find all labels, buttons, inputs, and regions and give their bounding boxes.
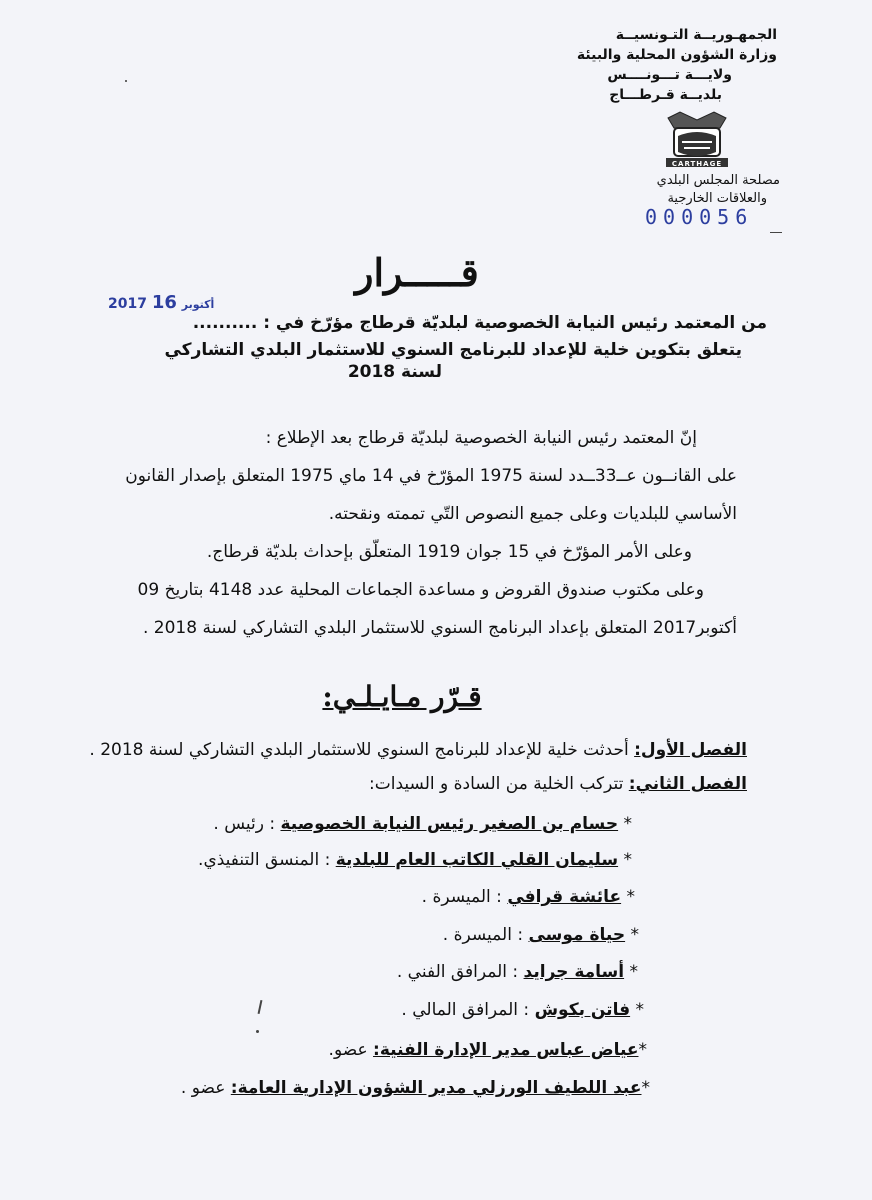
article-2 bbox=[27, 774, 747, 794]
member-role: : المرافق الفني . bbox=[396, 962, 524, 982]
header-republic: الجمهـوريــة التـونسيــة bbox=[615, 27, 777, 43]
preamble-law-line-2: الأساسي للبلديات وعلى جميع النصوص التّي تممته ونقحته. bbox=[328, 504, 737, 524]
stamp-month: أكتوبر bbox=[181, 298, 215, 311]
member-name: عياض عباس مدير الإدارة الفنية: bbox=[373, 1040, 639, 1060]
member-item: * حياة موسى : الميسرة . bbox=[442, 925, 639, 945]
header-ministry: وزارة الشؤون المحلية والبيئة bbox=[576, 47, 777, 63]
municipality-emblem bbox=[660, 108, 734, 178]
decides-title: قـرّر مـايـلـي: bbox=[322, 680, 482, 713]
emblem-caption: CARTHAGE bbox=[671, 160, 723, 168]
member-role: : الميسرة . bbox=[442, 925, 529, 945]
preamble-law-line-1: على القانــون عــ33ــدد لسنة 1975 المؤرّخ في 14 ماي 1975 المتعلق بإصدار القانون bbox=[125, 466, 737, 486]
scan-mark bbox=[256, 1030, 259, 1033]
preamble-letter-line-1: وعلى مكتوب صندوق القروض و مساعدة الجماعات المحلية عدد 4148 بتاريخ 09 bbox=[137, 580, 704, 600]
service-line-2: والعلاقات الخارجية bbox=[667, 191, 767, 206]
member-item: * سليمان القلي الكاتب العام للبلدية : المنسق التنفيذي. bbox=[198, 850, 632, 870]
from-line: من المعتمد رئيس النيابة الخصوصية لبلديّة قرطاج مؤرّخ في : .......... bbox=[192, 313, 767, 333]
decision-title: قـــــرار bbox=[355, 250, 479, 295]
member-name: حسام بن الصغير رئيس النيابة الخصوصية bbox=[280, 814, 619, 834]
member-item: *عبد اللطيف الورزلي مدير الشؤون الإدارية العامة: عضو . bbox=[180, 1078, 650, 1098]
member-name: سليمان القلي الكاتب العام للبلدية bbox=[335, 850, 619, 870]
date-stamp bbox=[108, 292, 214, 313]
member-role: عضو . bbox=[180, 1078, 231, 1098]
divider bbox=[770, 232, 782, 233]
preamble-letter-line-2: أكتوبر2017 المتعلق بإعداد البرنامج السنوي للاستثمار البلدي التشاركي لسنة 2018 . bbox=[142, 618, 737, 638]
member-role: : المنسق التنفيذي. bbox=[198, 850, 336, 870]
member-name: فاتن بكوش bbox=[534, 1000, 631, 1020]
article-1-text: أحدثت خلية للإعداد للبرنامج السنوي للاستثمار البلدي التشاركي لسنة 2018 . bbox=[89, 740, 635, 760]
header-municipality: بلديــة قـرطـــاج bbox=[609, 87, 722, 103]
member-name: حياة موسى bbox=[528, 925, 626, 945]
article-1 bbox=[27, 740, 747, 760]
member-role: : المرافق المالي . bbox=[401, 1000, 535, 1020]
article-1-label: الفصل الأول: bbox=[634, 740, 747, 760]
member-item: *عياض عباس مدير الإدارة الفنية: عضو. bbox=[328, 1040, 647, 1060]
member-item: * أسامة جرايد : المرافق الفني . bbox=[396, 962, 638, 982]
member-name: عائشة قرافي bbox=[507, 887, 622, 907]
member-role: : رئيس . bbox=[213, 814, 281, 834]
member-name: أسامة جرايد bbox=[523, 962, 625, 982]
scan-mark bbox=[125, 80, 127, 82]
registration-number: 000056 bbox=[645, 205, 754, 229]
preamble-order-line: وعلى الأمر المؤرّخ في 15 جوان 1919 المتعلّق بإحداث بلديّة قرطاج. bbox=[206, 542, 692, 562]
subject-line-1: يتعلق بتكوين خلية للإعداد للبرنامج السنوي للاستثمار البلدي التشاركي bbox=[164, 340, 742, 360]
member-item: * حسام بن الصغير رئيس النيابة الخصوصية : رئيس . bbox=[213, 814, 632, 834]
article-2-label: الفصل الثاني: bbox=[628, 774, 747, 794]
stamp-day: 16 bbox=[151, 292, 177, 313]
stamp-year: 2017 bbox=[108, 296, 147, 312]
member-name: عبد اللطيف الورزلي مدير الشؤون الإدارية العامة: bbox=[230, 1078, 642, 1098]
article-2-text: تتركب الخلية من السادة و السيدات: bbox=[369, 774, 629, 794]
member-role: عضو. bbox=[328, 1040, 374, 1060]
header-governorate: ولايـــة تـــونــــس bbox=[607, 67, 732, 83]
preamble-intro: إنّ المعتمد رئيس النيابة الخصوصية لبلديّة قرطاج بعد الإطلاع : bbox=[265, 428, 697, 448]
member-role: : الميسرة . bbox=[421, 887, 508, 907]
subject-line-2: لسنة 2018 bbox=[347, 362, 442, 382]
member-item: * عائشة قرافي : الميسرة . bbox=[421, 887, 635, 907]
service-line-1: مصلحة المجلس البلدي bbox=[656, 173, 780, 188]
member-item: * فاتن بكوش : المرافق المالي . bbox=[401, 1000, 644, 1020]
